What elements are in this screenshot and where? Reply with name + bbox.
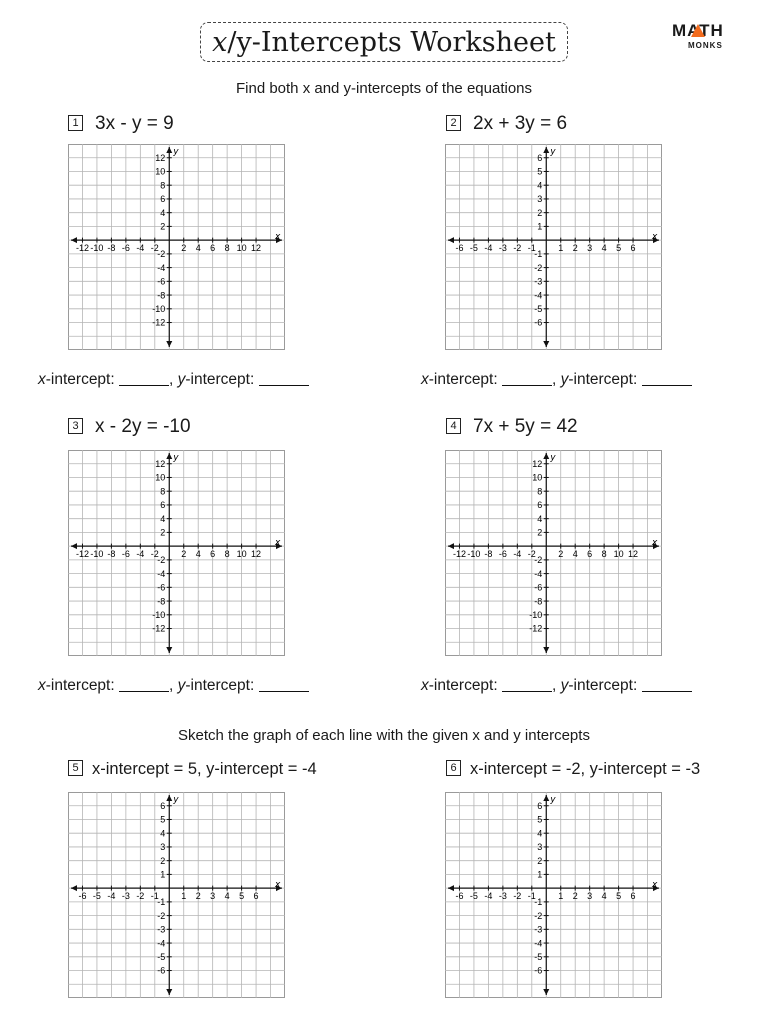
x-tick-label: -1: [527, 891, 536, 902]
y-tick-label: -4: [534, 290, 543, 301]
worksheet-title: [200, 22, 568, 62]
y-tick-label: -4: [157, 938, 166, 949]
x-tick-label: -10: [90, 549, 104, 560]
y-tick-label: 5: [537, 814, 543, 825]
y-axis-label: y: [550, 147, 556, 157]
y-tick-label: 6: [537, 500, 543, 511]
y-tick-label: 4: [537, 828, 543, 839]
x-tick-label: 2: [572, 891, 578, 902]
problem-number: 3: [68, 418, 83, 434]
y-tick-label: 2: [537, 855, 543, 866]
y-axis-label: y: [550, 795, 556, 805]
x-tick-label: 10: [236, 243, 247, 254]
x-tick-label: 12: [251, 549, 262, 560]
logo-wordmark: MATH: [672, 21, 724, 40]
x-tick-label: 5: [616, 243, 622, 254]
y-tick-label: -2: [157, 910, 166, 921]
answer-line-3: [38, 677, 309, 695]
logo-subtext: MONKS: [688, 41, 723, 50]
problem-equation: x-intercept = -2, y-intercept = -3: [470, 760, 701, 778]
y-tick-label: 3: [160, 842, 166, 853]
answer-line-2: [421, 371, 692, 389]
x-tick-label: 3: [587, 891, 593, 902]
problem-equation: 3x - y = 9: [95, 113, 174, 134]
x-tick-label: 2: [558, 549, 564, 560]
y-tick-label: -2: [534, 262, 543, 273]
x-tick-label: 1: [558, 243, 564, 254]
problem-equation: x-intercept = 5, y-intercept = -4: [92, 760, 317, 778]
y-tick-label: -12: [152, 623, 166, 634]
y-tick-label: -6: [157, 965, 166, 976]
y-variable: y: [177, 371, 186, 388]
y-tick-label: 2: [160, 527, 166, 538]
y-axis-label: y: [173, 453, 179, 463]
coordinate-grid-6[interactable]: [445, 792, 662, 998]
y-axis-label: y: [550, 453, 556, 463]
x-tick-label: -6: [498, 549, 507, 560]
y-intercept-label: -intercept:: [568, 677, 638, 694]
separator: ,: [168, 371, 174, 388]
x-tick-label: -4: [136, 243, 145, 254]
y-tick-label: -5: [534, 952, 543, 962]
x-intercept-label: -intercept:: [45, 677, 115, 694]
y-tick-label: -3: [534, 276, 543, 287]
y-tick-label: -2: [157, 249, 166, 260]
y-tick-label: -2: [157, 555, 166, 566]
y-tick-label: 1: [537, 869, 543, 880]
x-tick-label: 12: [251, 243, 262, 254]
y-tick-label: 4: [160, 207, 166, 218]
section2-instruction: Sketch the graph of each line with the given x and y intercepts: [178, 727, 590, 744]
x-tick-label: -4: [136, 549, 145, 560]
x-tick-label: -6: [455, 243, 464, 254]
y-tick-label: -2: [534, 910, 543, 921]
y-intercept-blank[interactable]: [642, 679, 692, 692]
x-intercept-blank[interactable]: [502, 679, 552, 692]
y-tick-label: 8: [160, 180, 166, 191]
x-tick-label: 3: [587, 243, 593, 254]
y-tick-label: -6: [534, 317, 543, 328]
x-axis-label: x: [652, 232, 658, 243]
y-tick-label: 6: [160, 500, 166, 511]
y-tick-label: -6: [534, 582, 543, 593]
y-tick-label: -4: [157, 262, 166, 273]
x-intercept-label: -intercept:: [428, 677, 498, 694]
y-tick-label: 4: [537, 513, 543, 524]
x-axis-label: x: [652, 538, 658, 549]
y-tick-label: -6: [157, 582, 166, 593]
x-intercept-blank[interactable]: [119, 679, 169, 692]
y-tick-label: -4: [534, 568, 543, 579]
x-tick-label: -6: [455, 891, 464, 902]
x-tick-label: -6: [121, 243, 130, 254]
x-tick-label: -4: [484, 891, 493, 902]
y-tick-label: 3: [537, 194, 543, 205]
x-axis-label: x: [275, 880, 281, 891]
problem-5-title: [68, 760, 317, 779]
x-axis-label: x: [275, 232, 281, 243]
x-tick-label: 8: [224, 549, 230, 560]
y-tick-label: 3: [537, 842, 543, 853]
separator: ,: [551, 371, 557, 388]
x-variable: x: [421, 371, 429, 388]
x-tick-label: 6: [587, 549, 593, 560]
y-intercept-blank[interactable]: [259, 679, 309, 692]
x-tick-label: -8: [107, 549, 116, 560]
x-tick-label: -1: [150, 891, 159, 902]
y-tick-label: -5: [534, 304, 543, 314]
y-tick-label: 2: [537, 207, 543, 218]
y-tick-label: -6: [157, 276, 166, 287]
y-tick-label: -10: [152, 610, 166, 620]
x-intercept-label: -intercept:: [45, 371, 115, 388]
y-tick-label: -3: [534, 924, 543, 935]
x-tick-label: -6: [78, 891, 87, 902]
grid-svg: [68, 450, 285, 656]
x-intercept-blank[interactable]: [119, 373, 169, 386]
problem-3-title: [68, 416, 191, 438]
y-tick-label: 4: [537, 180, 543, 191]
title-text: /y-Intercepts Worksheet: [227, 26, 556, 58]
section1-instruction: Find both x and y-intercepts of the equations: [235, 80, 532, 97]
separator: ,: [551, 677, 557, 694]
x-tick-label: -8: [484, 549, 493, 560]
x-tick-label: -10: [90, 243, 104, 254]
y-tick-label: -1: [534, 897, 543, 908]
x-tick-label: 5: [616, 891, 622, 902]
x-variable: x: [38, 371, 46, 388]
coordinate-grid-1[interactable]: [68, 144, 285, 350]
x-tick-label: -6: [121, 549, 130, 560]
x-tick-label: 8: [601, 549, 607, 560]
y-tick-label: -8: [157, 290, 166, 301]
grid-svg: [68, 144, 285, 350]
y-tick-label: -1: [534, 249, 543, 260]
y-tick-label: 2: [537, 527, 543, 538]
y-tick-label: 8: [160, 486, 166, 497]
grid-svg: [445, 144, 662, 350]
x-tick-label: -1: [527, 243, 536, 254]
grid-svg: [445, 450, 662, 656]
problem-6-title: [446, 760, 700, 779]
x-tick-label: 3: [210, 891, 216, 902]
x-axis-label: x: [275, 538, 281, 549]
x-tick-label: 2: [181, 243, 187, 254]
y-intercept-blank[interactable]: [259, 373, 309, 386]
x-tick-label: -8: [107, 243, 116, 254]
y-tick-label: 12: [155, 458, 166, 469]
x-tick-label: 10: [613, 549, 624, 560]
x-variable: x: [38, 677, 46, 694]
title-variable: x: [212, 26, 228, 58]
x-tick-label: 6: [630, 243, 636, 254]
x-tick-label: 4: [195, 243, 201, 254]
y-tick-label: -2: [534, 555, 543, 566]
grid-svg: [68, 792, 285, 998]
y-tick-label: 6: [160, 194, 166, 205]
x-tick-label: 6: [210, 549, 216, 560]
y-tick-label: -3: [157, 924, 166, 935]
y-tick-label: -8: [534, 596, 543, 607]
problem-1-title: [68, 113, 174, 135]
x-tick-label: 6: [630, 891, 636, 902]
problem-equation: 2x + 3y = 6: [473, 113, 568, 134]
problem-4-title: [446, 416, 578, 438]
y-tick-label: 12: [155, 152, 166, 163]
y-tick-label: 12: [532, 458, 543, 469]
x-tick-label: -3: [498, 243, 507, 254]
x-tick-label: 2: [195, 891, 201, 902]
x-tick-label: -5: [92, 891, 101, 902]
y-intercept-label: -intercept:: [568, 371, 638, 388]
y-tick-label: -12: [529, 623, 543, 634]
y-tick-label: 4: [160, 828, 166, 839]
answer-line-1: [38, 371, 309, 389]
grid-svg: [445, 792, 662, 998]
x-tick-label: 6: [210, 243, 216, 254]
x-variable: x: [421, 677, 429, 694]
x-tick-label: -2: [136, 891, 145, 902]
y-tick-label: -10: [529, 610, 543, 620]
x-tick-label: -12: [452, 549, 466, 560]
x-tick-label: -2: [527, 549, 536, 560]
y-tick-label: -1: [157, 897, 166, 908]
x-tick-label: 4: [601, 891, 607, 902]
x-tick-label: -5: [469, 243, 478, 254]
coordinate-grid-5[interactable]: [68, 792, 285, 998]
problem-2-title: [446, 113, 567, 135]
y-tick-label: 4: [160, 513, 166, 524]
y-tick-label: 10: [155, 166, 166, 177]
problem-number: 5: [68, 760, 83, 776]
y-tick-label: -4: [534, 938, 543, 949]
y-tick-label: 6: [160, 800, 166, 811]
coordinate-grid-2[interactable]: [445, 144, 662, 350]
x-tick-label: -3: [498, 891, 507, 902]
y-tick-label: 1: [537, 221, 543, 232]
x-tick-label: -5: [469, 891, 478, 902]
x-intercept-blank[interactable]: [502, 373, 552, 386]
y-tick-label: 2: [160, 855, 166, 866]
problem-number: 6: [446, 760, 461, 776]
x-tick-label: -2: [150, 549, 159, 560]
y-tick-label: 5: [537, 166, 543, 177]
x-tick-label: -3: [121, 891, 130, 902]
x-tick-label: 2: [181, 549, 187, 560]
y-intercept-label: -intercept:: [185, 677, 255, 694]
coordinate-grid-3[interactable]: [68, 450, 285, 656]
x-tick-label: -2: [513, 243, 522, 254]
y-tick-label: -12: [152, 317, 166, 328]
x-tick-label: 12: [628, 549, 639, 560]
x-tick-label: 4: [601, 243, 607, 254]
y-intercept-blank[interactable]: [642, 373, 692, 386]
x-tick-label: -12: [75, 243, 89, 254]
y-tick-label: 8: [537, 486, 543, 497]
x-tick-label: -4: [107, 891, 116, 902]
y-variable: y: [560, 371, 569, 388]
problem-equation: 7x + 5y = 42: [473, 416, 578, 437]
y-tick-label: 6: [537, 152, 543, 163]
x-tick-label: 5: [239, 891, 245, 902]
x-tick-label: 8: [224, 243, 230, 254]
x-axis-label: x: [652, 880, 658, 891]
y-tick-label: 10: [155, 472, 166, 483]
y-tick-label: 1: [160, 869, 166, 880]
x-tick-label: 1: [181, 891, 187, 902]
y-tick-label: -8: [157, 596, 166, 607]
y-axis-label: y: [173, 795, 179, 805]
y-tick-label: 10: [532, 472, 543, 483]
x-tick-label: -4: [484, 243, 493, 254]
y-tick-label: -6: [534, 965, 543, 976]
y-tick-label: 2: [160, 221, 166, 232]
problem-number: 2: [446, 115, 461, 131]
y-tick-label: 6: [537, 800, 543, 811]
x-tick-label: -2: [513, 891, 522, 902]
x-tick-label: -2: [150, 243, 159, 254]
coordinate-grid-4[interactable]: [445, 450, 662, 656]
x-tick-label: 4: [572, 549, 578, 560]
x-tick-label: -4: [513, 549, 522, 560]
x-tick-label: 1: [558, 891, 564, 902]
logo-triangle-icon: [691, 24, 705, 37]
problem-number: 4: [446, 418, 461, 434]
y-tick-label: -4: [157, 568, 166, 579]
answer-line-4: [421, 677, 692, 695]
y-variable: y: [560, 677, 569, 694]
y-intercept-label: -intercept:: [185, 371, 255, 388]
problem-number: 1: [68, 115, 83, 131]
y-axis-label: y: [173, 147, 179, 157]
y-tick-label: 5: [160, 814, 166, 825]
y-tick-label: -10: [152, 304, 166, 314]
separator: ,: [168, 677, 174, 694]
x-tick-label: 4: [224, 891, 230, 902]
y-tick-label: -5: [157, 952, 166, 962]
x-tick-label: -10: [467, 549, 481, 560]
y-variable: y: [177, 677, 186, 694]
problem-equation: x - 2y = -10: [95, 416, 191, 437]
x-tick-label: 10: [236, 549, 247, 560]
math-monks-logo: [672, 22, 738, 54]
x-tick-label: 4: [195, 549, 201, 560]
x-tick-label: 2: [572, 243, 578, 254]
x-tick-label: -12: [75, 549, 89, 560]
x-tick-label: 6: [253, 891, 259, 902]
x-intercept-label: -intercept:: [428, 371, 498, 388]
